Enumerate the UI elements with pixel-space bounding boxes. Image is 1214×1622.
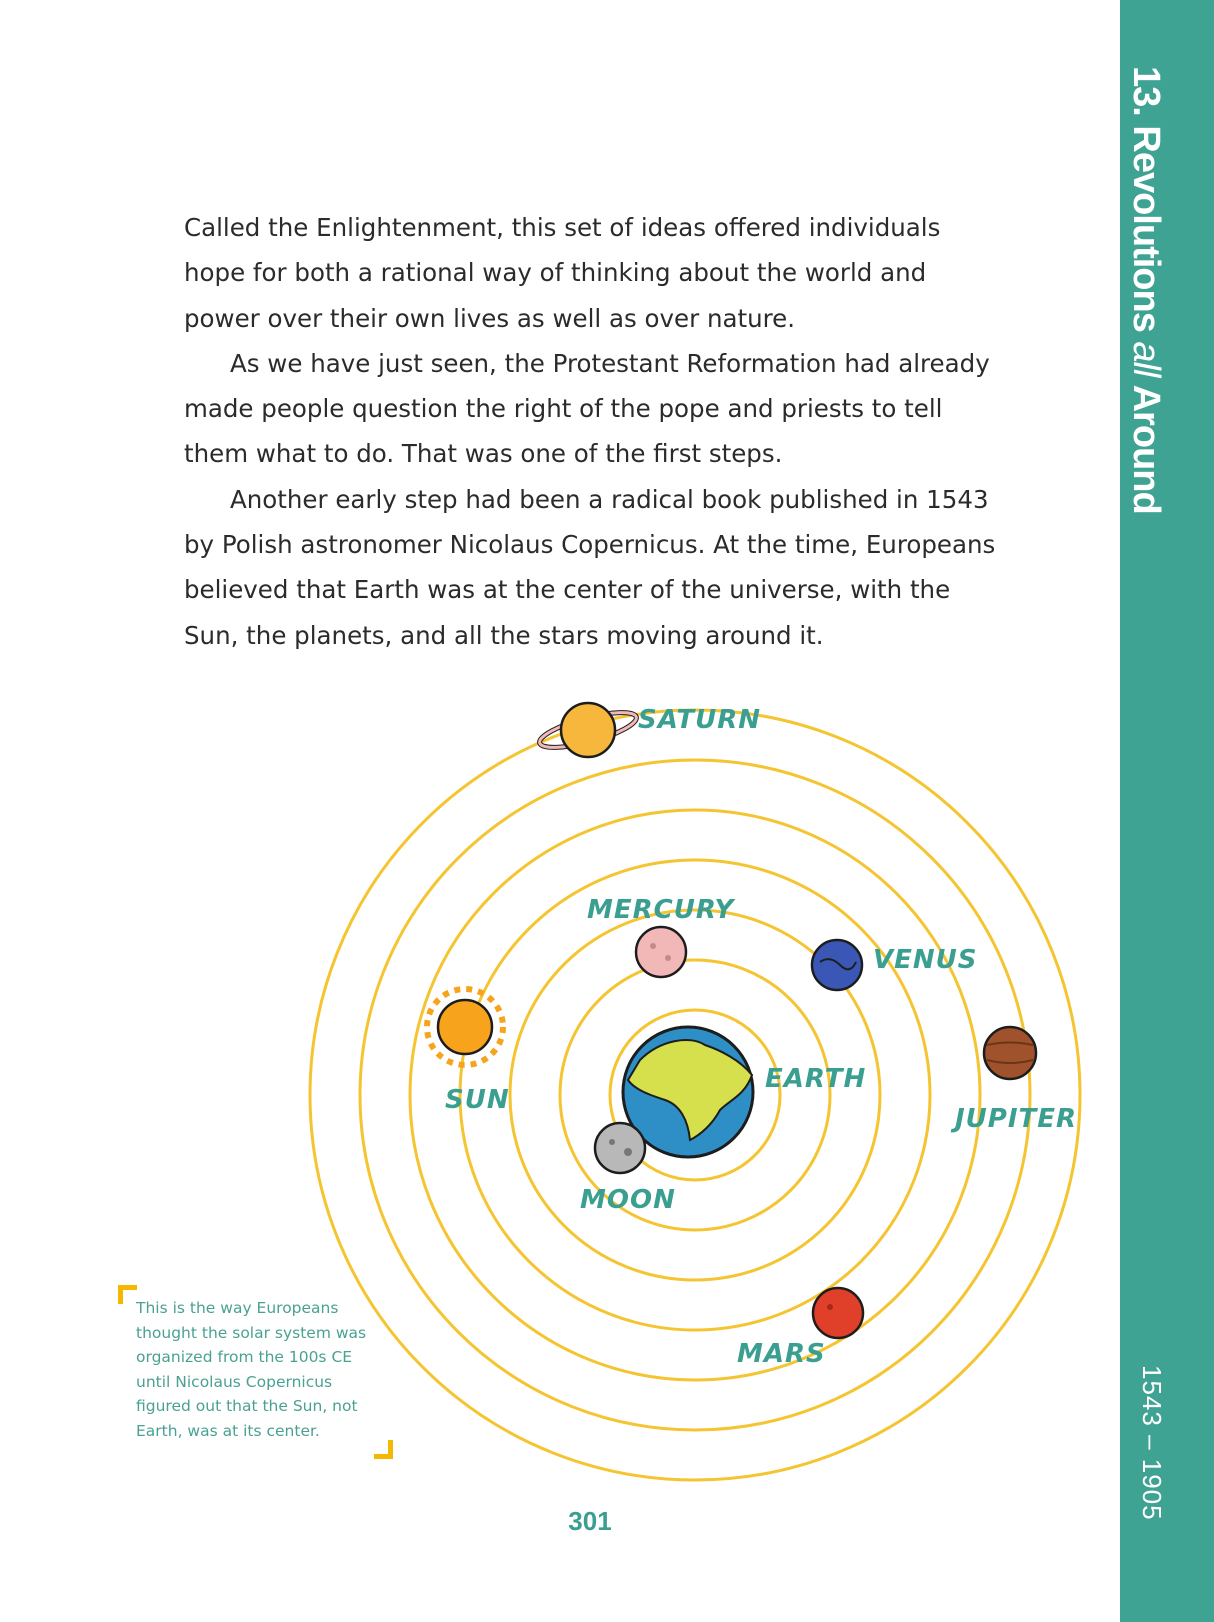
- caption-bracket-top-left: [118, 1285, 137, 1304]
- chapter-title-prefix: 13. Revolutions: [1125, 66, 1167, 342]
- moon-icon: [595, 1123, 645, 1173]
- mars-icon: [813, 1288, 863, 1338]
- moon-label: MOON: [580, 1185, 676, 1215]
- caption-bracket-bottom-right: [374, 1440, 393, 1459]
- earth-label: EARTH: [765, 1064, 867, 1094]
- mercury-icon: [636, 927, 686, 977]
- sun-label: SUN: [445, 1085, 510, 1115]
- sun-icon: [427, 989, 503, 1065]
- jupiter-icon: [984, 1027, 1036, 1079]
- chapter-title-suffix: Around: [1125, 376, 1167, 514]
- paragraph-2: As we have just seen, the Protestant Reformation had already made people question the right of the pope and priests to tell them what to do. That was one of the first steps.: [184, 348, 990, 469]
- page-number: 301: [568, 1506, 612, 1536]
- chapter-dates: 1543 – 1905: [1137, 1365, 1167, 1521]
- mars-label: MARS: [737, 1339, 826, 1369]
- jupiter-label: JUPITER: [955, 1104, 1078, 1134]
- paragraph-1: Called the Enlightenment, this set of ideas offered individuals hope for both a rational way of thinking about the world and power over their own lives as well as over nature.: [184, 213, 941, 333]
- paragraph-3: Another early step had been a radical book published in 1543 by Polish astronomer Nicolaus Copernicus. At the time, Europeans believed that Earth was at the center of the universe, with the Sun, the planets, and all the stars moving around it.: [184, 484, 996, 650]
- mercury-label: MERCURY: [587, 895, 735, 925]
- chapter-title-emphasis: all: [1125, 341, 1167, 377]
- venus-icon: [812, 940, 862, 990]
- saturn-label: SATURN: [638, 705, 761, 735]
- saturn-icon: [537, 703, 640, 757]
- venus-label: VENUS: [873, 945, 978, 975]
- figure-caption: This is the way Europeans thought the solar system was organized from the 100s CE until Nicolaus Copernicus figured out that the Sun, not Earth, was at its center.: [136, 1299, 367, 1440]
